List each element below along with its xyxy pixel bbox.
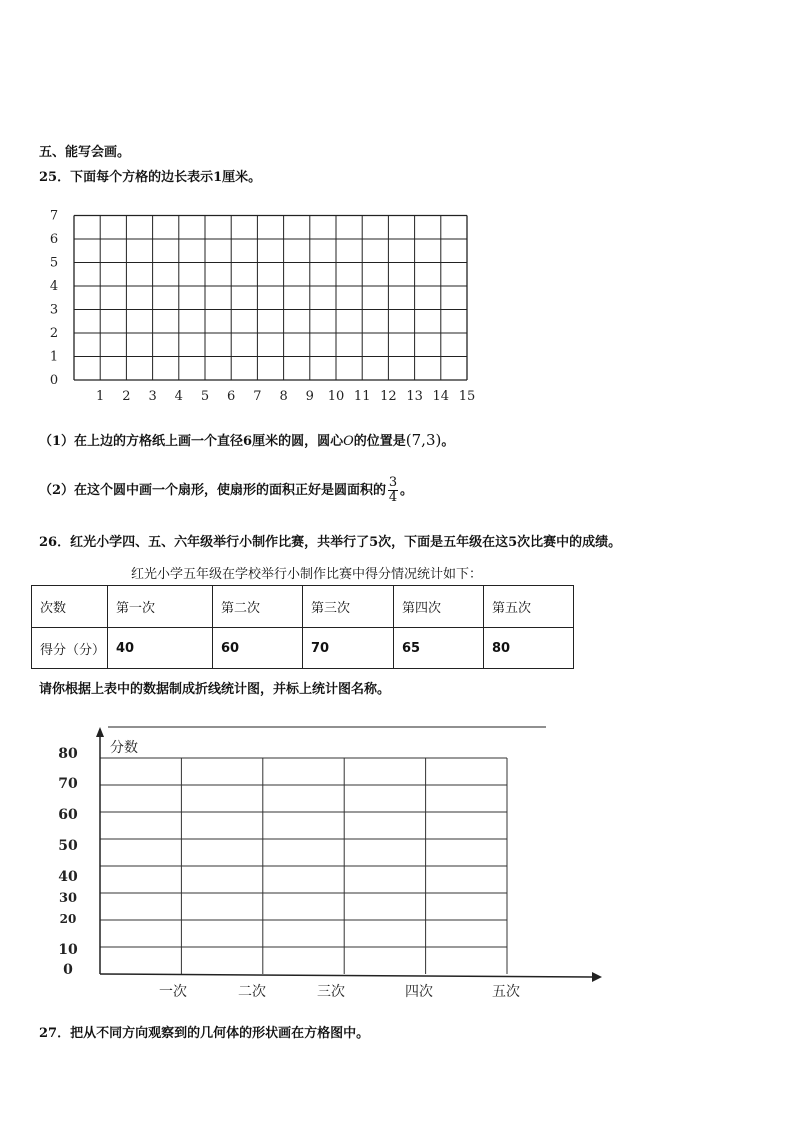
fraction-numerator: 3 xyxy=(388,475,398,490)
table-cell: 65 xyxy=(394,628,484,669)
part1-end: 。 xyxy=(441,434,455,449)
x-tick-label: 9 xyxy=(305,389,314,404)
chart-grid xyxy=(100,758,507,974)
y-tick-label: 4 xyxy=(49,279,59,294)
table-cell: 60 xyxy=(213,628,303,669)
y-tick-label: 50 xyxy=(58,838,78,854)
grid-lines xyxy=(74,216,467,381)
table-header-row xyxy=(32,586,574,628)
y-tick-labels xyxy=(58,746,78,978)
y-tick-label: 60 xyxy=(58,807,78,823)
score-table xyxy=(31,585,574,669)
x-tick-label: 6 xyxy=(227,389,236,404)
section-title: 五、能写会画。 xyxy=(39,145,131,160)
chart-instruction: 请你根据上表中的数据制成折线统计图，并标上统计图名称。 xyxy=(39,682,391,697)
y-axis-arrow xyxy=(96,727,104,737)
part2-end: 。 xyxy=(400,483,414,498)
x-axis xyxy=(100,974,592,977)
y-tick-label: 30 xyxy=(58,891,78,906)
y-tick-label: 0 xyxy=(49,373,59,388)
y-tick-label: 3 xyxy=(49,302,59,318)
y-tick-label: 5 xyxy=(49,255,59,271)
x-tick-label: 五次 xyxy=(492,984,520,1000)
y-tick-label: 7 xyxy=(49,208,59,224)
table-cell: 70 xyxy=(303,628,394,669)
y-tick-label: 1 xyxy=(49,349,59,365)
y-tick-label: 10 xyxy=(58,942,78,958)
y-tick-label: 70 xyxy=(58,776,78,792)
y-tick-label: 2 xyxy=(49,326,59,341)
table-cell: 得分（分） xyxy=(32,628,108,669)
part1-mid: 的位置是 xyxy=(353,434,406,449)
x-tick-labels xyxy=(159,984,520,1000)
x-tick-label: 三次 xyxy=(317,984,345,1000)
x-tick-label: 一次 xyxy=(159,984,187,1000)
table-row xyxy=(32,628,574,669)
y-tick-label: 40 xyxy=(58,869,78,885)
y-tick-label: 20 xyxy=(59,912,77,926)
x-tick-label: 11 xyxy=(353,389,371,404)
table-cell: 第二次 xyxy=(213,586,303,628)
x-tick-label: 14 xyxy=(432,389,450,404)
line-chart xyxy=(40,715,610,1005)
center-variable: O xyxy=(343,434,354,449)
center-coordinate: (7,3) xyxy=(405,431,442,449)
part1-text: （1）在上边的方格纸上画一个直径6厘米的圆，圆心 xyxy=(39,434,344,449)
fraction-denominator: 4 xyxy=(388,490,398,505)
q25-part2 xyxy=(39,476,413,505)
q25-part1 xyxy=(39,430,454,449)
y-axis-title: 分数 xyxy=(110,740,138,756)
q27-title: 27．把从不同方向观察到的几何体的形状画在方格图中。 xyxy=(39,1026,370,1041)
x-tick-label: 二次 xyxy=(238,984,266,1000)
q25-title: 25．下面每个方格的边长表示1厘米。 xyxy=(39,170,262,185)
table-caption: 红光小学五年级在学校举行小制作比赛中得分情况统计如下： xyxy=(131,567,483,582)
table-cell: 40 xyxy=(108,628,213,669)
fraction xyxy=(388,476,398,505)
x-tick-label: 四次 xyxy=(405,984,433,1000)
x-axis-arrow xyxy=(592,972,602,982)
x-tick-label: 8 xyxy=(279,389,288,404)
q26-title: 26．红光小学四、五、六年级举行小制作比赛，共举行了5次，下面是五年级在这5次比赛中的成绩。 xyxy=(39,535,622,550)
x-tick-label: 13 xyxy=(406,389,423,404)
table-cell: 次数 xyxy=(32,586,108,628)
part2-text: （2）在这个圆中画一个扇形，使扇形的面积正好是圆面积的 xyxy=(39,483,387,498)
table-cell: 第三次 xyxy=(303,586,394,628)
table-cell: 第四次 xyxy=(394,586,484,628)
y-tick-label: 0 xyxy=(63,962,73,978)
x-tick-label: 2 xyxy=(122,389,131,404)
x-tick-label: 12 xyxy=(380,389,397,404)
x-tick-label: 5 xyxy=(200,389,210,404)
x-tick-label: 10 xyxy=(327,389,345,404)
y-tick-label: 80 xyxy=(58,746,78,762)
chart-axes xyxy=(96,727,602,982)
x-tick-label: 7 xyxy=(253,389,262,404)
x-axis-labels xyxy=(96,389,475,404)
table-cell: 第一次 xyxy=(108,586,213,628)
y-tick-label: 6 xyxy=(49,232,59,247)
x-tick-label: 15 xyxy=(458,389,476,404)
x-tick-label: 1 xyxy=(96,389,105,404)
coordinate-grid xyxy=(40,200,490,410)
table-cell: 第五次 xyxy=(484,586,574,628)
y-axis-labels xyxy=(50,209,58,389)
table-cell: 80 xyxy=(484,628,574,669)
x-tick-label: 3 xyxy=(148,389,157,404)
x-tick-label: 4 xyxy=(174,389,183,404)
